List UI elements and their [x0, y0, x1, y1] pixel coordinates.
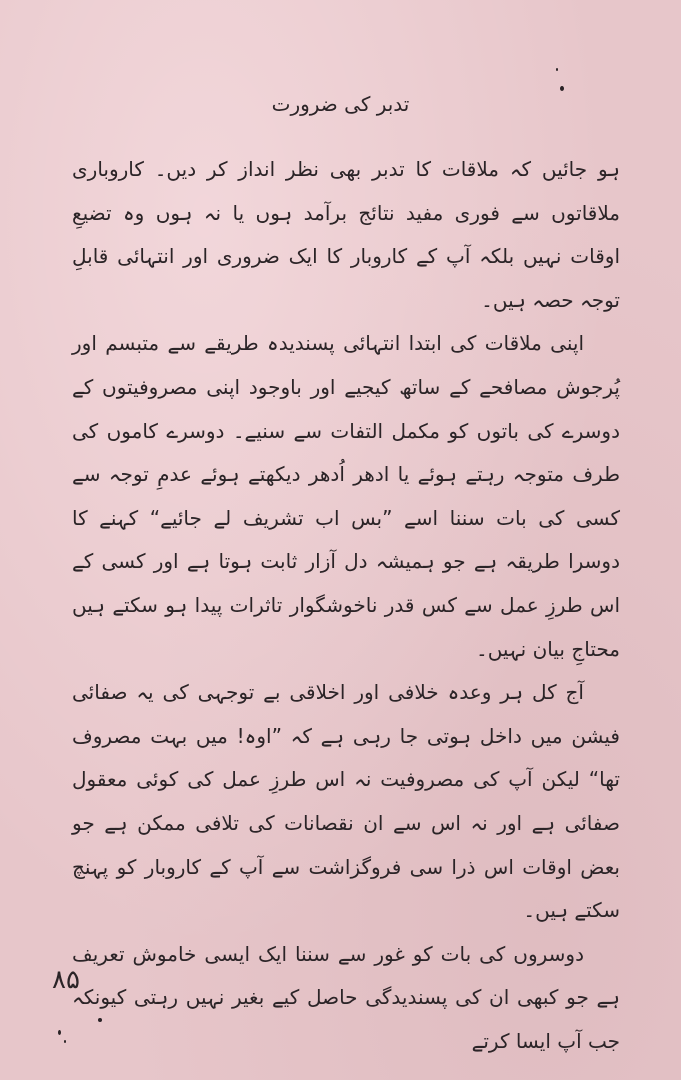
- paragraph-text: دوسروں کی بات کو غور سے سننا ایک ایسی خاموش تعریف ہے جو کبھی ان کی پسندیدگی حاصل کیے بغیر نہیں رہتی کیونکہ جب آپ ایسا کرتے: [72, 941, 620, 1053]
- ink-speck: [560, 86, 564, 91]
- paragraph: [72, 933, 620, 1064]
- paragraph: ہو جائیں کہ ملاقات کا تدبر بھی نظر انداز کر دیں۔ کاروباری ملاقاتوں سے فوری مفید نتائج برآمد ہوں یا نہ ہوں وہ تضیعِ اوقات نہیں بلکہ آپ کے کاروبار کا ایک ضروری اور انتہائی قابلِ توجہ حصہ ہیں۔: [72, 157, 620, 312]
- paragraph-text: اپنی ملاقات کی ابتدا انتہائی پسندیدہ طریقے سے متبسم اور پُرجوش مصافحے کے ساتھ کیجیے اور باوجود اپنی مصروفیتوں کے دوسرے کی باتوں کو مکمل التفات سے سنیے۔ دوسرے کاموں کی طرف متوجہ رہتے ہوئے یا ادھر اُدھر دیکھتے ہوئے عدمِ توجہ سے کسی کی بات سننا اسے ”بس اب تشریف لے جائیے“ کہنے کا دوسرا طریقہ ہے جو ہمیشہ دل آزار ثابت ہوتا ہے اور کسی کے اس طرزِ عمل سے کس قدر ناخوشگوار تاثرات پیدا ہو سکتے ہیں محتاجِ بیان نہیں۔: [72, 331, 620, 661]
- ink-speck: [556, 68, 558, 71]
- ink-speck: [64, 1040, 66, 1043]
- page-heading: تدبر کی ضرورت: [271, 92, 410, 116]
- paragraph: [72, 671, 620, 933]
- paragraph: [72, 322, 620, 671]
- paragraph-text: آج کل ہر وعدہ خلافی اور اخلاقی بے توجہی کی یہ صفائی فیشن میں داخل ہوتی جا رہی ہے کہ ”اوہ! میں بہت مصروف تھا“ لیکن آپ کی مصروفیت نہ اس طرزِ عمل کی کوئی معقول صفائی ہے اور نہ اس سے ان نقصانات کی تلافی ممکن ہے جو بعض اوقات اس ذرا سی فروگزاشت سے آپ کے کاروبار کو پہنچ سکتے ہیں۔: [72, 680, 620, 923]
- page-number: ۸۵: [52, 965, 80, 995]
- body-text: [72, 148, 620, 1063]
- ink-speck: [58, 1030, 61, 1035]
